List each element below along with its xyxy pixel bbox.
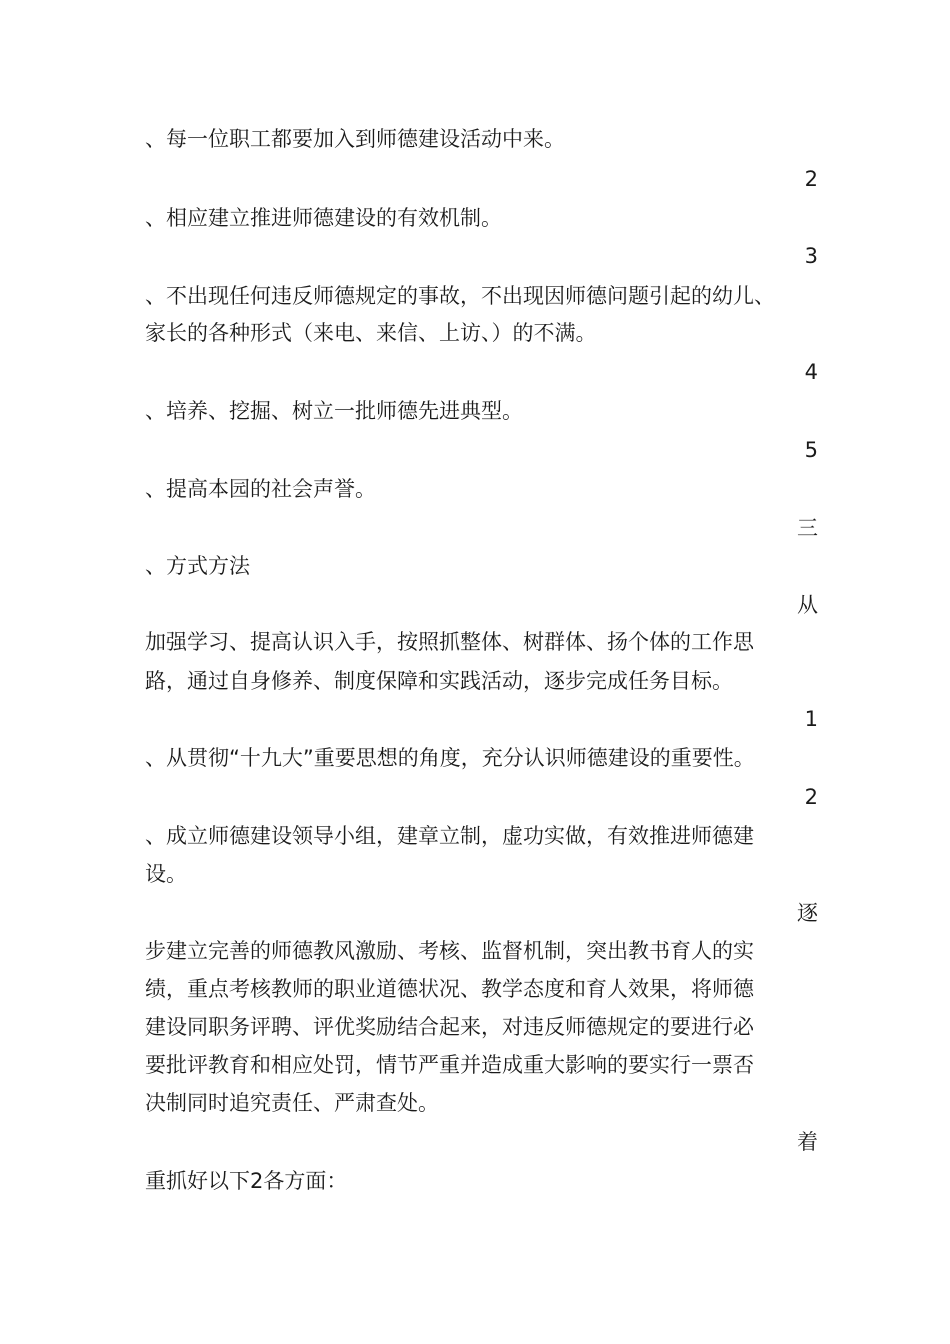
section-number: 三 xyxy=(797,516,818,540)
text-line: 、成立师德建设领导小组，建章立制，虚功实做，有效推进师德建 xyxy=(145,824,754,848)
text-line: 要批评教育和相应处罚，情节严重并造成重大影响的要实行一票否 xyxy=(145,1053,754,1077)
paragraph-start-char: 着 xyxy=(797,1130,818,1154)
text-line: 加强学习、提高认识入手，按照抓整体、树群体、扬个体的工作思 xyxy=(145,630,754,654)
item-number: 2 xyxy=(804,785,818,809)
item-number: 1 xyxy=(804,707,818,731)
text-line: 、培养、挖掘、树立一批师德先进典型。 xyxy=(145,399,523,423)
text-line: 、不出现任何违反师德规定的事故，不出现因师德问题引起的幼儿、 xyxy=(145,284,775,308)
paragraph-start-char: 从 xyxy=(797,593,818,617)
text-line: 、从贯彻“十九大”重要思想的角度，充分认识师德建设的重要性。 xyxy=(145,746,755,770)
item-number: 2 xyxy=(804,167,818,191)
text-line: 、相应建立推进师德建设的有效机制。 xyxy=(145,206,502,230)
text-line: 家长的各种形式（来电、来信、上访、）的不满。 xyxy=(145,321,597,345)
item-number: 4 xyxy=(804,360,818,384)
item-number: 5 xyxy=(804,438,818,462)
text-line: 绩，重点考核教师的职业道德状况、教学态度和育人效果，将师德 xyxy=(145,977,754,1001)
text-line: 、每一位职工都要加入到师德建设活动中来。 xyxy=(145,127,565,151)
text-line: 路，通过自身修养、制度保障和实践活动，逐步完成任务目标。 xyxy=(145,669,733,693)
text-line: 建设同职务评聘、评优奖励结合起来，对违反师德规定的要进行必 xyxy=(145,1015,754,1039)
text-line: 设。 xyxy=(145,862,187,886)
text-line: 决制同时追究责任、严肃查处。 xyxy=(145,1091,439,1115)
item-number: 3 xyxy=(804,244,818,268)
text-line: 重抓好以下2各方面： xyxy=(145,1169,348,1193)
text-line: 、提高本园的社会声誉。 xyxy=(145,477,376,501)
section-heading: 、方式方法 xyxy=(145,554,250,578)
text-line: 步建立完善的师德教风激励、考核、监督机制，突出教书育人的实 xyxy=(145,939,754,963)
paragraph-start-char: 逐 xyxy=(797,901,818,925)
